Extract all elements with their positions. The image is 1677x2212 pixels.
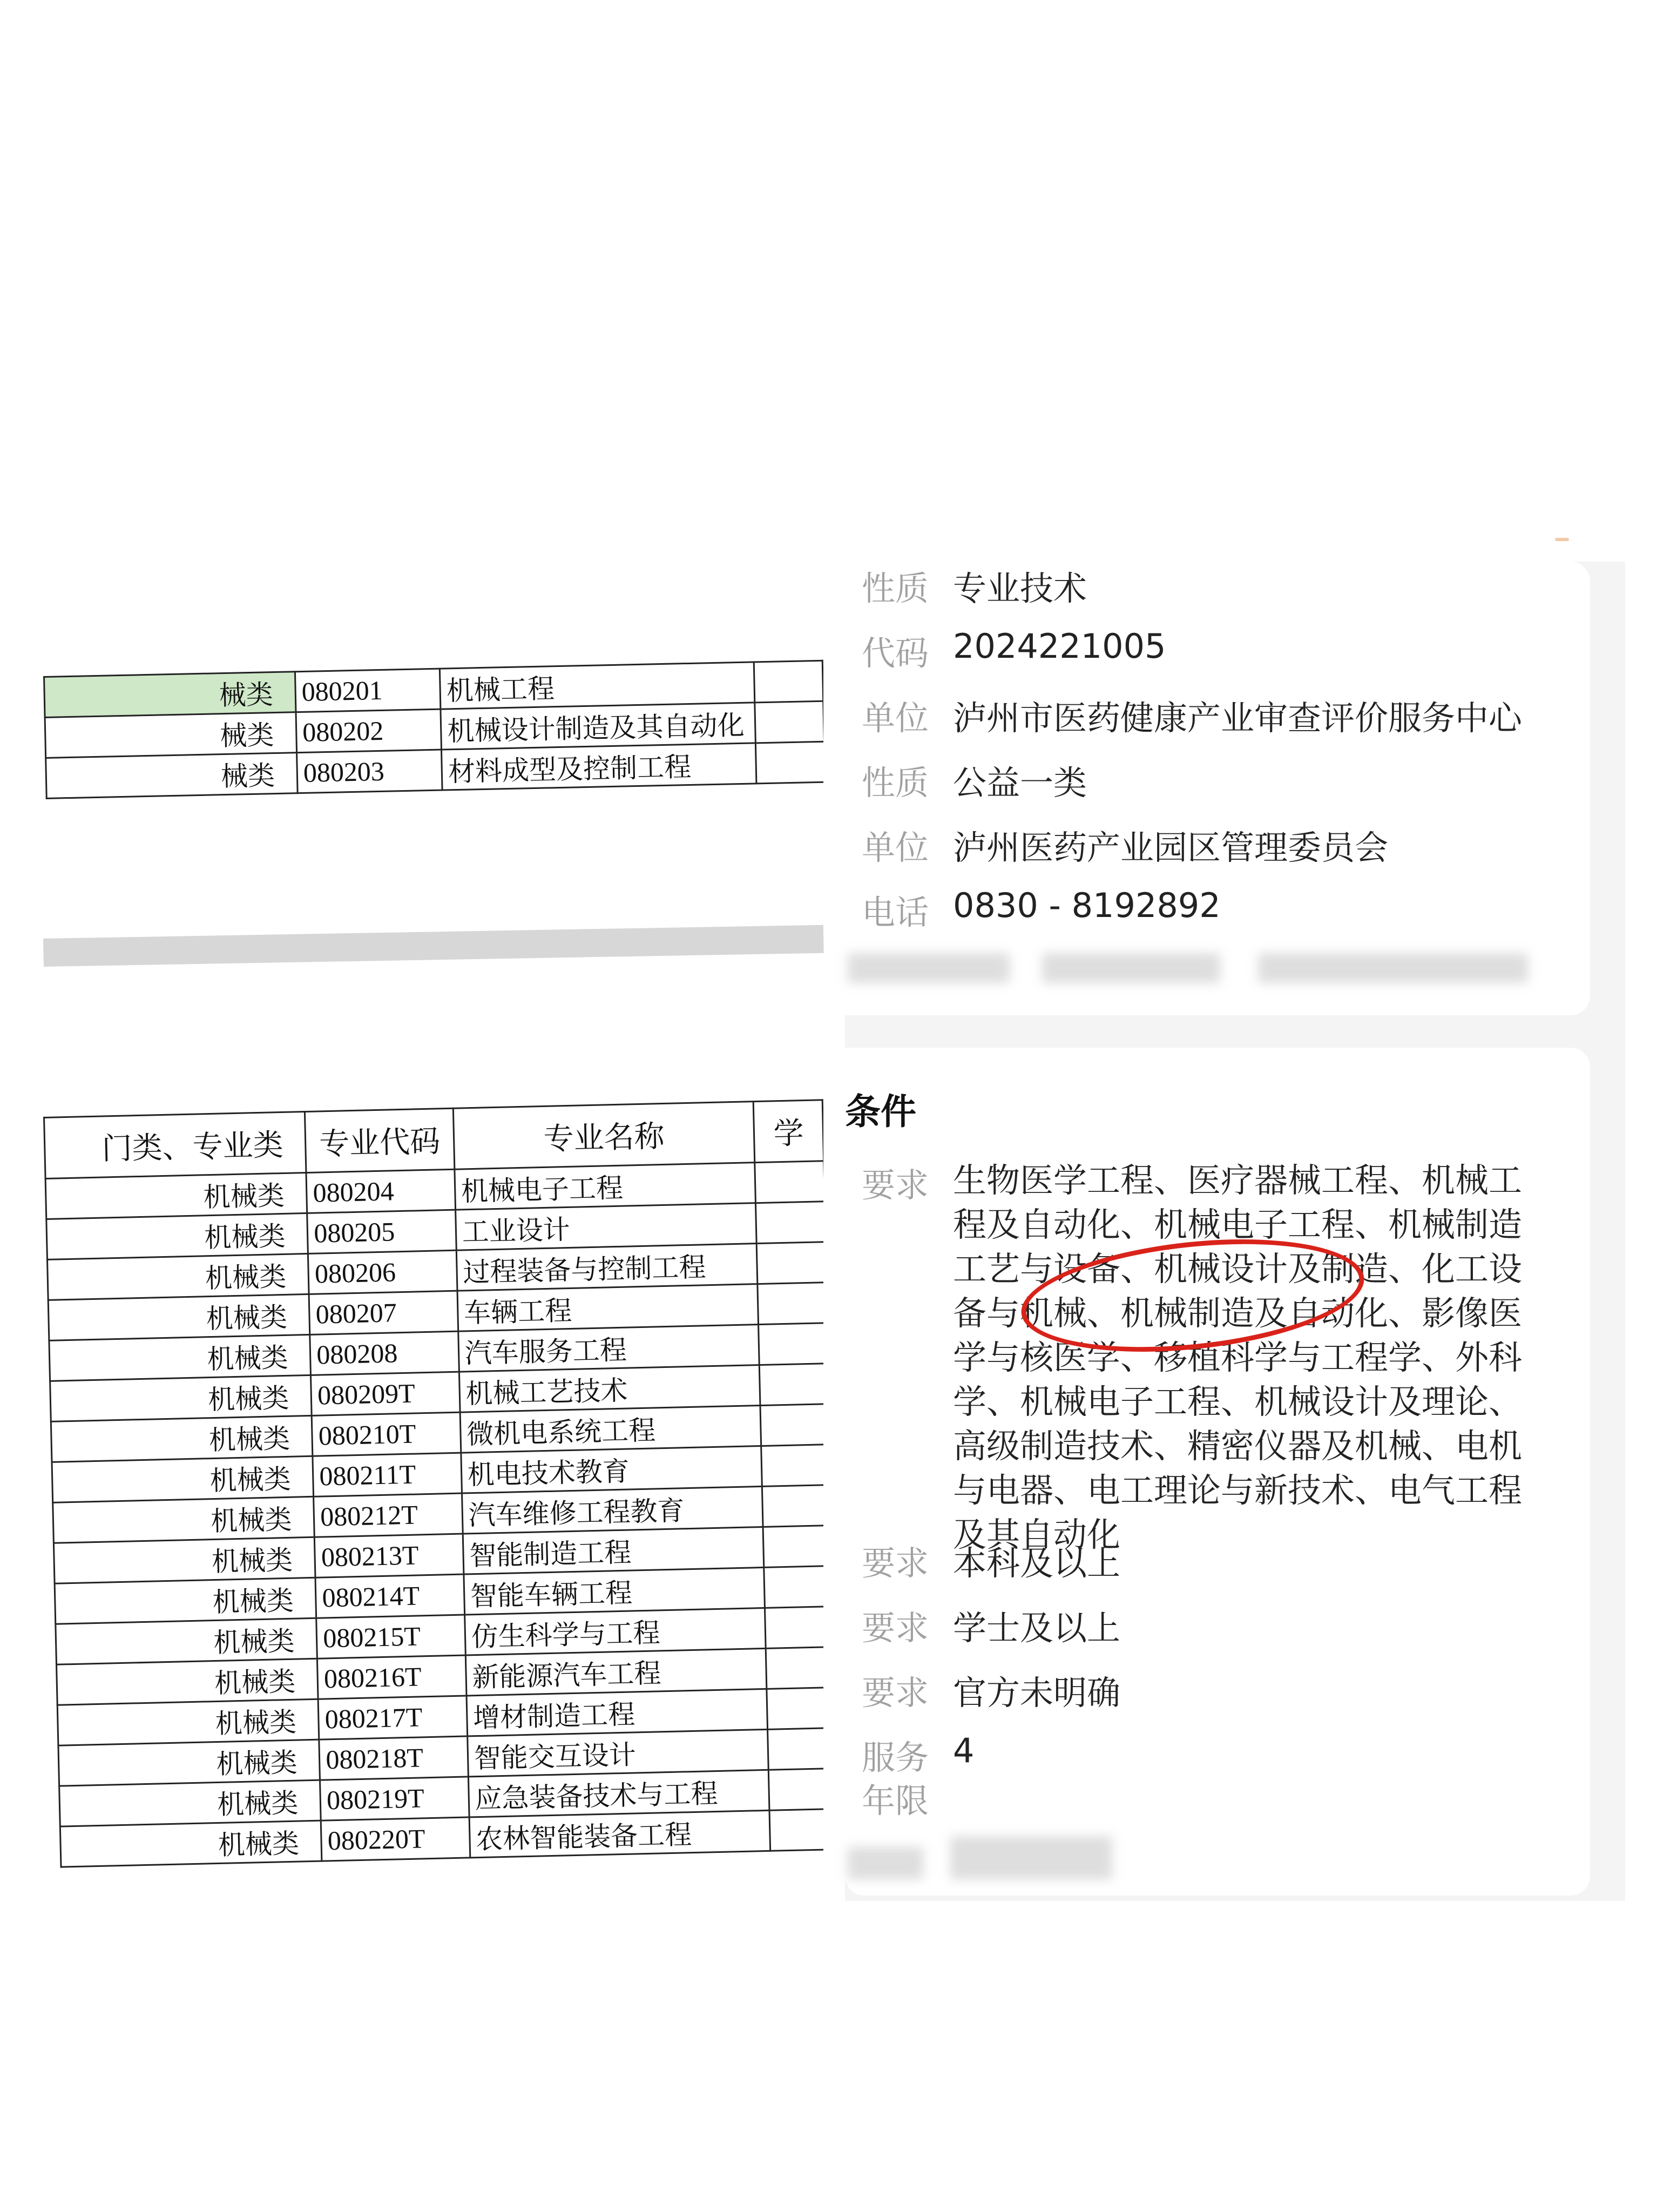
code-cell: 080216T [317,1655,466,1699]
info-label: 性质 [861,569,929,608]
code-cell: 080209T [311,1372,460,1415]
major-list: 生物医学工程、医疗器械工程、机械工程及自动化、机械电子工程、机械制造工艺与设备、机械设计及制造、化工设备与机械、机械制造及自动化、影像医学与核医学、移植科学与工程学、外科学、机械电子工程、机械设计及理论、高级制造技术、精密仪器及机械、电机与电器、电工理论与新技术、电气工程及其自动化 [953,1161,1523,1554]
section-title: 条件 [845,1091,916,1132]
empty-cell [763,1526,823,1568]
empty-cell [767,1687,823,1729]
category-cell: 机械类 [57,1658,319,1705]
name-cell: 机械电子工程 [455,1163,756,1210]
code-cell: 080218T [319,1736,468,1780]
category-cell: 机械类 [57,1699,319,1745]
category-cell: 机械类 [49,1334,311,1381]
info-value: 公益一类 [953,763,1087,802]
category-cell: 机械类 [48,1294,310,1340]
spreadsheet-top [43,643,823,821]
name-cell: 机械工艺技术 [459,1365,760,1413]
condition-label: 要求 [861,1543,929,1583]
blurred-text [848,953,1010,983]
category-cell: 械类 [45,712,296,758]
category-cell: 机械类 [56,1618,317,1664]
major-label: 要求 [861,1165,929,1205]
code-cell: 080206 [308,1250,457,1294]
code-cell: 080213T [315,1534,464,1577]
code-cell: 080207 [309,1291,458,1334]
info-label: 单位 [861,698,929,738]
blurred-text [1042,953,1220,983]
code-cell: 080205 [307,1210,456,1253]
category-cell: 机械类 [52,1456,314,1502]
category-cell: 机械类 [59,1780,321,1826]
empty-cell [755,1161,823,1203]
name-cell: 机械工程 [440,662,755,709]
blurred-text [950,1836,1112,1879]
blurred-text [1258,953,1528,983]
category-cell: 机械类 [55,1577,316,1624]
condition-label: 要求 [861,1673,929,1712]
condition-value: 学士及以上 [953,1608,1121,1648]
condition-value: 官方未明确 [953,1673,1121,1712]
empty-cell [766,1647,823,1689]
empty-cell [760,1404,823,1446]
empty-cell [768,1728,823,1770]
name-cell: 材料成型及控制工程 [442,743,756,790]
page-divider [43,925,824,967]
info-label: 单位 [861,828,929,867]
empty-cell [756,1242,823,1284]
empty-cell [755,741,823,784]
name-cell: 机械设计制造及其自动化 [441,703,755,750]
info-value: 泸州医药产业园区管理委员会 [953,828,1389,867]
code-cell: 080203 [297,750,443,793]
name-cell: 机电技术教育 [461,1446,762,1493]
spreadsheet-bottom [43,1085,823,1917]
empty-cell [759,1323,823,1365]
header-name: 专业名称 [453,1102,755,1170]
code-cell: 080210T [312,1412,461,1456]
empty-cell [755,701,823,743]
code-cell: 080202 [296,709,442,753]
name-cell: 农林智能装备工程 [469,1810,770,1858]
major-table-top [43,660,823,799]
code-cell: 080214T [315,1574,464,1618]
code-cell: 080217T [318,1696,467,1739]
category-cell: 机械类 [50,1375,312,1421]
category-cell: 机械类 [48,1253,309,1300]
service-label-2: 年限 [861,1781,929,1820]
empty-cell [762,1485,823,1527]
info-value: 专业技术 [953,569,1087,608]
name-cell: 智能制造工程 [463,1527,764,1574]
name-cell: 智能车辆工程 [464,1567,765,1615]
code-cell: 080204 [306,1169,455,1213]
condition-value: 4 [953,1731,975,1770]
empty-cell [760,1364,823,1406]
name-cell: 应急装备技术与工程 [468,1770,769,1817]
info-value: 0830 - 8192892 [953,886,1221,925]
name-cell: 仿生科学与工程 [464,1608,766,1655]
condition-label: 要求 [861,1608,929,1648]
empty-cell [769,1809,823,1851]
code-cell: 080201 [295,669,441,712]
category-cell: 机械类 [46,1213,308,1259]
category-cell: 机械类 [45,1172,307,1219]
empty-cell [764,1566,823,1608]
empty-cell [758,1283,823,1325]
category-cell: 机械类 [58,1739,320,1786]
category-cell: 机械类 [51,1415,313,1462]
condition-value: 本科及以上 [953,1543,1121,1583]
code-cell: 080211T [313,1453,462,1496]
header-category: 门类、专业类 [44,1112,307,1179]
code-cell: 080219T [320,1777,469,1820]
major-table-bottom [43,1099,823,1867]
header-extra: 学 [754,1100,823,1163]
empty-cell [756,1202,823,1244]
empty-cell [761,1445,823,1487]
category-cell: 机械类 [53,1496,315,1543]
name-cell: 汽车服务工程 [458,1325,759,1372]
name-cell: 新能源汽车工程 [465,1648,767,1696]
code-cell: 080212T [314,1493,463,1537]
code-cell: 080215T [316,1615,465,1658]
category-cell: 机械类 [60,1820,322,1867]
blurred-text [848,1847,923,1879]
info-label: 电话 [861,893,929,932]
info-label: 代码 [861,633,929,673]
category-cell: 械类 [46,753,297,799]
info-value: 2024221005 [953,626,1166,666]
condition-label: 服务 [861,1738,929,1777]
top-mark [1555,538,1569,541]
code-cell: 080220T [321,1817,470,1861]
empty-cell [765,1607,823,1649]
category-cell: 械类 [44,672,296,718]
category-cell: 机械类 [53,1537,315,1583]
name-cell: 增材制造工程 [466,1689,768,1736]
name-cell: 车辆工程 [457,1284,759,1332]
name-cell: 过程装备与控制工程 [456,1244,758,1291]
name-cell: 汽车维修工程教育 [462,1486,763,1534]
header-code: 专业代码 [305,1108,455,1172]
name-cell: 微机电系统工程 [460,1406,761,1453]
name-cell: 工业设计 [455,1203,756,1251]
empty-cell [769,1768,823,1810]
code-cell: 080208 [310,1331,459,1375]
info-label: 性质 [861,763,929,802]
info-value: 泸州市医药健康产业审查评价服务中心 [953,698,1523,738]
name-cell: 智能交互设计 [467,1729,768,1777]
empty-cell [754,660,823,703]
